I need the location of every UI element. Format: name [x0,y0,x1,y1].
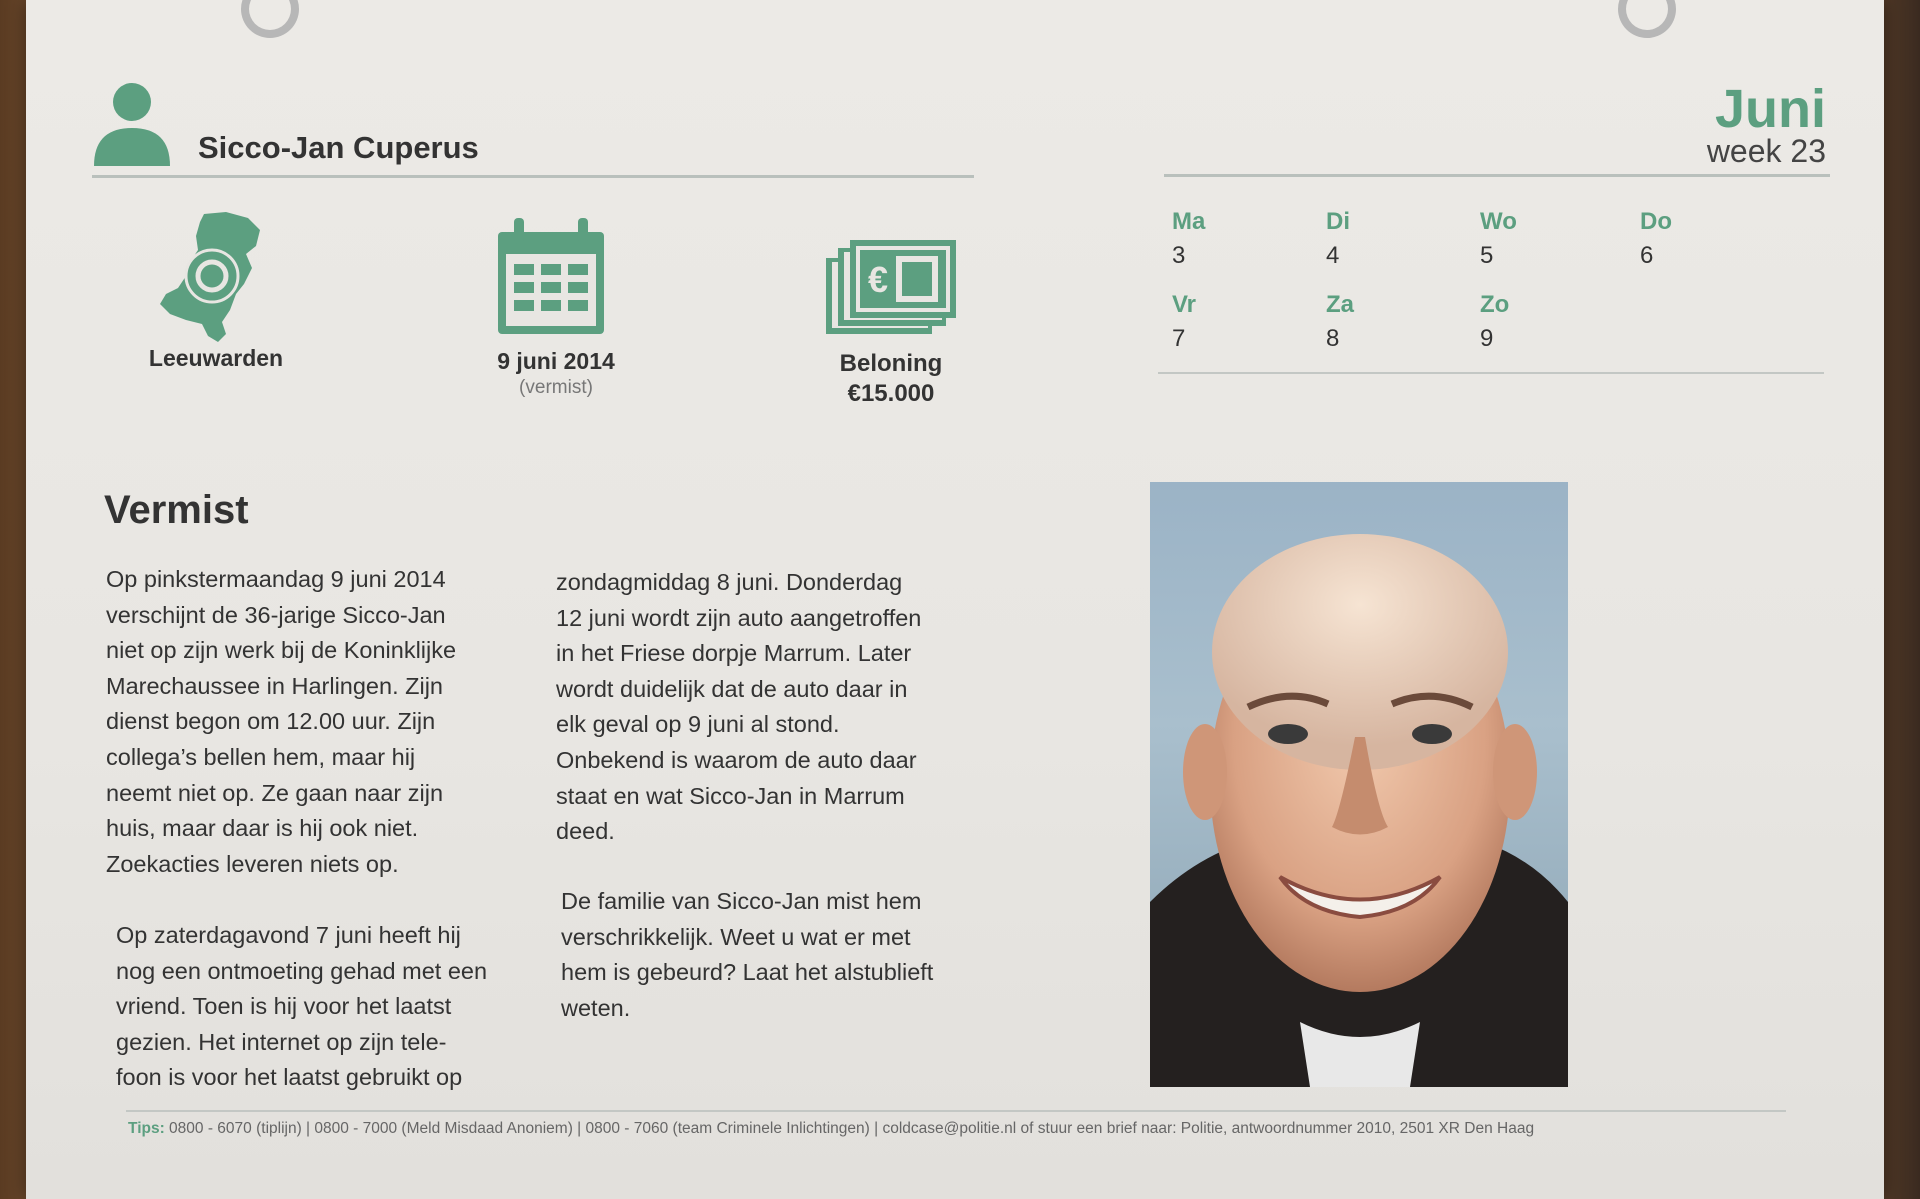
day-name: Wo [1480,208,1517,235]
day-name: Ma [1172,208,1206,235]
reward-amount: €15.000 [847,380,935,407]
tips-label: Tips: [128,1120,165,1137]
day-cell [1326,208,1406,270]
article-paragraph: Op pinkstermaandag 9 juni 2014 verschijnt de 36-jarige Sicco-Jan niet op zijn werk bij de Koninklijke Marechaussee in Harlingen. Zijn dienst begon om 12.00 uur. Zijn collega’s bellen hem, maar hij neemt niet op. Ze gaan naar zijn huis, maar daar is hij ook niet. Zoekacties leveren niets op. [106,566,457,877]
calendar-page [26,0,1884,1199]
day-date: 4 [1326,242,1340,269]
week-number: week 23 [1706,133,1826,169]
day-date: 9 [1480,325,1494,352]
calendar-divider-bottom [1158,372,1824,374]
calendar-icon [496,218,606,336]
day-cell [1172,208,1252,270]
day-name: Za [1326,291,1355,318]
day-name: Do [1640,208,1672,235]
day-cell [1480,208,1560,270]
day-name: Vr [1172,291,1197,318]
euro-banknote-icon [826,240,956,335]
tips-text: 0800 - 6070 (tiplijn) | 0800 - 7000 (Meld Misdaad Anoniem) | 0800 - 7060 (team Criminele Inlichtingen) | coldcase@politie.nl of stuur een brief naar: Politie, antwoordnummer 2010, 2501 XR Den Haag [164,1120,1535,1137]
binding-ring-right [1618,0,1676,38]
tips-line [128,1120,1534,1138]
day-date: 8 [1326,325,1340,352]
day-name: Di [1326,208,1350,235]
portrait-photo [1150,482,1568,1087]
person-icon [92,82,172,166]
day-cell [1640,208,1720,270]
location-label: Leeuwarden [148,345,284,371]
reward-label: Beloning [839,350,943,377]
day-date: 3 [1172,242,1186,269]
day-date: 7 [1172,325,1186,352]
missing-date: 9 juni 2014 [497,348,615,374]
day-date: 5 [1480,242,1494,269]
svg-text:€: € [867,259,889,300]
day-cell [1480,291,1560,353]
day-date: 6 [1640,242,1654,269]
article-paragraph: De familie van Sicco-Jan mist hem verschrikkelijk. Weet u wat er met hem is gebeurd? Laat het alstublieft weten. [561,888,934,1021]
day-name: Zo [1480,291,1510,318]
footer-divider [126,1110,1786,1112]
calendar-divider-top [1164,174,1830,177]
day-cell [1326,291,1406,353]
netherlands-map-icon [156,210,266,345]
month-title: Juni [1714,79,1826,139]
article-paragraph: zondagmiddag 8 juni. Donderdag 12 juni wordt zijn auto aangetroffen in het Friese dorpje Marrum. Later wordt duidelijk dat de auto daar in elk geval op 9 juni al stond. Onbekend is waarom de auto daar staat en wat Sicco-Jan in Marrum deed. [556,569,922,845]
person-name: Sicco-Jan Cuperus [198,130,479,165]
missing-date-note: (vermist) [519,377,593,398]
header-divider [92,175,974,178]
article-paragraph: Op zaterdagavond 7 juni heeft hij nog een ontmoeting gehad met een vriend. Toen is hij voor het laatst gezien. Het internet op zijn tele- foon is voor het laatst gebruikt op [116,922,488,1091]
day-cell [1172,291,1252,353]
article-heading: Vermist [104,488,249,532]
binding-ring-left [241,0,299,38]
